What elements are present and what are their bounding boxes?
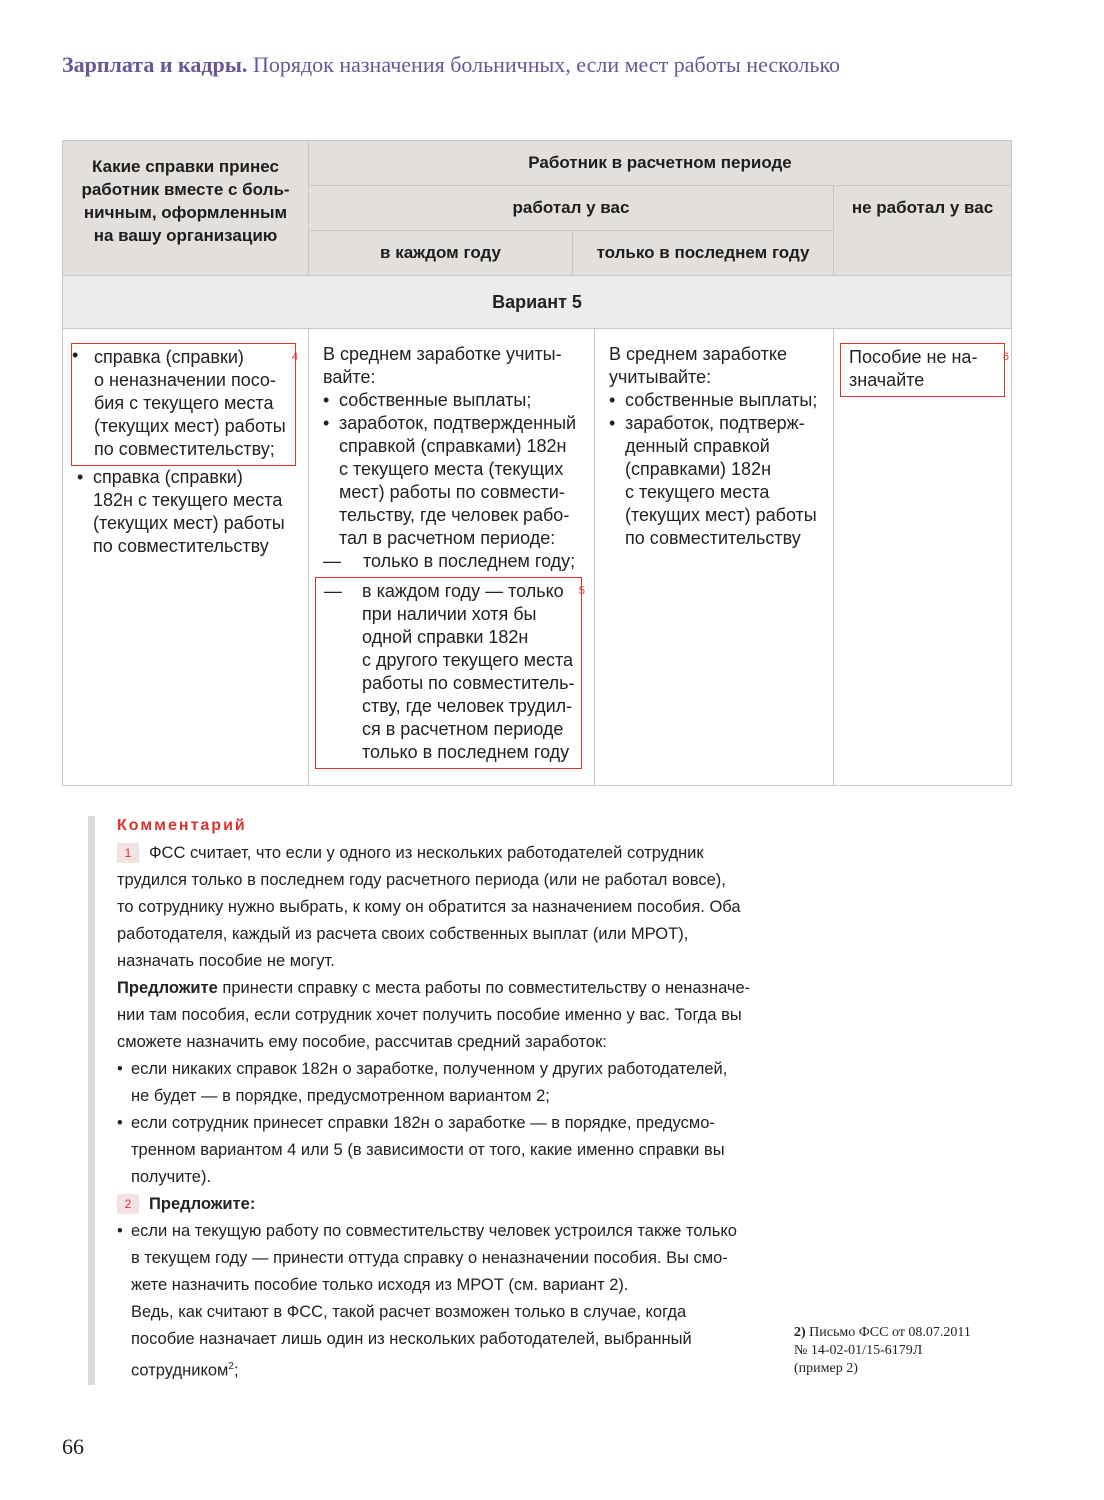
comment-paragraph-3: 2 Предложите:: [117, 1191, 777, 1218]
col4-body: [834, 329, 1012, 786]
period-header: Работник в расчетном периоде: [309, 141, 1012, 186]
col1-body: [63, 329, 309, 786]
comment-title: Комментарий: [117, 817, 247, 834]
list-item: • если никаких справок 182н о заработке, полученном у других работодателей, не будет — в порядке, предусмотренном вариантом 2;: [117, 1056, 777, 1110]
comment-block: [88, 816, 777, 1385]
variant-table: [62, 140, 1012, 786]
variant-row: Вариант 5: [63, 276, 1012, 329]
list-item-182n: • справка (справки) 182н с текущего места (текущих мест) работы по совместительству: [77, 466, 296, 558]
header-title: Порядок назначения больничных, если мест работы несколько: [252, 52, 841, 77]
footnote: 2) Письмо ФСС от 08.07.2011 № 14-02-01/15-6179Л (пример 2): [794, 1325, 971, 1376]
comment-paragraph-2: Предложите принести справку с места работы по совместительству о неназначе- нии там пособия, если сотрудник хочет получить пособие именно у вас. Тогда вы сможете назначить ему пособие, рассчитав средний заработок:: [117, 979, 751, 1051]
comment-paragraph-4: Ведь, как считают в ФСС, такой расчет возможен только в случае, когда пособие назначает лишь один из нескольких работодателей, выбранный сотрудником$^2$;: [131, 1303, 692, 1380]
comment-number-2: 2: [117, 1194, 139, 1214]
dash-item-last-year: — только в последнем году;: [323, 551, 576, 571]
footnote-ref: 2: [228, 1361, 234, 1372]
reference-mark-4: 4: [291, 351, 298, 363]
list-item: • заработок, подтверж- денный справкой (справками) 182н с текущего места (текущих мест) работы по совместительству: [609, 412, 821, 550]
col2-body: В среднем заработке учиты- вайте: • собственные выплаты; • заработок, подтвержденный справкой (справками) 182н с текущего места (текущих мест) работы по совмести- тельству, где человек рабо- тал в расчетном периоде: — только в последнем году; — в каждом году — только при наличии хотя бы одной справки 182н с другого текущего места работы по совместитель- ству, где человек трудил- ся в расчетном периоде только в последнем году 5: [309, 329, 595, 786]
list-item: • собственные выплаты;: [609, 389, 821, 412]
list-item-nonassignment: • справка (справки) о неназначении посо- бия с текущего места (текущих мест) работы по совместительству; 4: [71, 343, 296, 466]
col1-header: Какие справки принес работник вместе с боль- ничным, оформленным на вашу организацию: [63, 141, 309, 276]
list-item: • если на текущую работу по совместительству человек устроился также только в текущем году — принести оттуда справку о неназначении пособия. Вы смо- жете назначить пособие только исходя из МРОТ (см. вариант 2).: [117, 1218, 777, 1299]
worked-header: работал у вас: [309, 186, 834, 231]
reference-mark-6: 6: [1002, 351, 1010, 363]
each-year-header: в каждом году: [309, 231, 573, 276]
list-item: • собственные выплаты;: [323, 389, 582, 412]
dash-item-each-year: — в каждом году — только при наличии хотя бы одной справки 182н с другого текущего места работы по совместитель- ству, где человек трудил- ся в расчетном периоде только в последнем году 5: [315, 577, 582, 769]
page-header: [62, 52, 1062, 78]
reference-mark-5: 5: [578, 585, 585, 597]
col3-body: В среднем заработке учитывайте: • собственные выплаты; • заработок, подтверж- денный справкой (справками) 182н с текущего места (текущих мест) работы по совместительству: [595, 329, 834, 786]
section-title: Зарплата и кадры.: [62, 52, 248, 77]
comment-number-1: 1: [117, 843, 139, 863]
page-number: 66: [62, 1434, 84, 1459]
comment-paragraph-1: 1 ФСС считает, что если у одного из нескольких работодателей сотрудник трудился только в последнем году расчетного периода (или не работал вовсе), то сотруднику нужно выбрать, к кому он обратится за назначением пособия. Оба работодателя, каждый из расчета своих собственных выплат (или МРОТ), назначать пособие не могут.: [117, 844, 741, 970]
no-benefit-note: Пособие не на- значайте 6: [840, 343, 1005, 397]
not-worked-header: не работал у вас: [834, 186, 1012, 276]
list-item: • заработок, подтвержденный справкой (справками) 182н с текущего места (текущих мест) работы по совмести- тельству, где человек рабо- тал в расчетном периоде:: [323, 412, 582, 550]
list-item: • если сотрудник принесет справки 182н о заработке — в порядке, предусмо- тренном вариантом 4 или 5 (в зависимости от того, какие именно справки вы получите).: [117, 1110, 777, 1191]
last-year-header: только в последнем году: [573, 231, 834, 276]
